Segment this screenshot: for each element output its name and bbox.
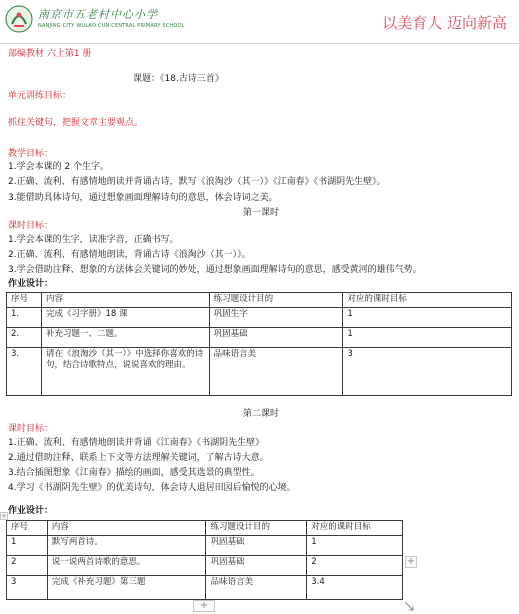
- page-header: [0, 0, 519, 44]
- unit-goal-title: 单元训练目标：: [8, 91, 72, 101]
- table-cell: 1: [307, 536, 403, 556]
- table-cell: 补充习题一、二题。: [41, 328, 209, 348]
- lesson1-goal-3: 3.学会借助注释、想象的方法体会关键词的妙处，通过想象画面理解诗句的意思，感受黄河的雄伟气势。: [8, 265, 422, 275]
- add-column-button[interactable]: +: [406, 556, 416, 567]
- table-cell: 3: [343, 348, 512, 396]
- header-cell: 练习题设计目的: [209, 293, 343, 308]
- lesson-topic: 课题：《18.古诗三首》: [133, 74, 224, 84]
- table-row: [7, 308, 512, 328]
- table-row: [7, 328, 512, 348]
- header-cell: 序号: [7, 521, 48, 536]
- table-cell: 巩固生字: [209, 308, 343, 328]
- table-cell: 1: [343, 328, 512, 348]
- table-cell: 巩固基础: [206, 536, 307, 556]
- table-header-row: [7, 521, 403, 536]
- lesson2-title: 第二课时: [243, 409, 280, 419]
- lesson1-goal-1: 1.学会本课的生字，读准字音，正确书写。: [8, 235, 179, 245]
- table-cell: 1.: [7, 308, 42, 328]
- table-cell: 2.: [7, 328, 42, 348]
- table-cell: 1: [7, 536, 48, 556]
- table-cell: 说一说两首诗歌的意思。: [47, 556, 206, 576]
- table-cell: 2: [7, 556, 48, 576]
- table-cell: 1: [343, 308, 512, 328]
- table-move-handle-icon[interactable]: +: [1, 512, 7, 520]
- header-cell: 内容: [41, 293, 209, 308]
- table-cell: 完成《补充习题》第三题: [47, 576, 206, 600]
- table-cell: 品味语言美: [209, 348, 343, 396]
- lesson2-goal-2: 2.通过借助注释、联系上下文等方法理解关键词，了解古诗大意。: [8, 453, 269, 463]
- lesson2-goal-title: 课时目标：: [8, 424, 54, 434]
- homework2-title: 作业设计：: [8, 506, 54, 516]
- header-cell: 对应的课时目标: [307, 521, 403, 536]
- homework-title: 作业设计：: [8, 279, 54, 289]
- table-cell: 3.4: [307, 576, 403, 600]
- slogan: 以美育人 迈向新高: [382, 14, 507, 32]
- lesson1-goal-title: 课时目标：: [8, 221, 54, 231]
- table-header-row: [7, 293, 512, 308]
- table-cell: 2: [307, 556, 403, 576]
- lesson2-goal-3: 3.结合插图想象《江南春》描绘的画面，感受其选景的典型性。: [8, 468, 260, 478]
- table-cell: 3.: [7, 348, 42, 396]
- teach-goal-2: 2.正确、流利、有感情地朗读并背诵古诗，默写《浪淘沙（其一）》《江南春》《书湖阴先生壁》。: [8, 177, 386, 187]
- table-cell: 巩固基础: [206, 556, 307, 576]
- table-cell: 巩固基础: [209, 328, 343, 348]
- school-name-en: NANJING CITY WULAO CUN CENTRAL PRIMARY SCHOOL: [38, 23, 185, 29]
- teach-goal-1: 1.学会本课的 2 个生字。: [8, 162, 110, 172]
- table-row: [7, 576, 403, 600]
- homework-table-2: [6, 520, 403, 600]
- lesson2-goal-4: 4.学习《书湖阴先生壁》的优美诗句，体会诗人退居田园后愉悦的心境。: [8, 483, 296, 493]
- header-cell: 内容: [47, 521, 206, 536]
- school-name-cn: 南京市五老村中心小学: [38, 8, 158, 21]
- table-cell: 默写两首诗。: [47, 536, 206, 556]
- table-row: [7, 536, 403, 556]
- edition-line: 部编教材 六上第1 册: [8, 49, 92, 59]
- unit-goal: 抓住关键句，把握文章主要观点。: [8, 118, 144, 128]
- teach-goal-title: 教学目标：: [8, 149, 54, 159]
- homework-table-1: [6, 292, 512, 396]
- table-cell: 3: [7, 576, 48, 600]
- table-cell: 请在《浪淘沙（其一）》中选择你喜欢的诗句，结合诗歌特点，说说喜欢的理由。: [41, 348, 209, 396]
- header-cell: 练习题设计目的: [206, 521, 307, 536]
- table-resize-handle-icon[interactable]: [403, 600, 415, 612]
- table-cell: 完成《习字册》18 课: [41, 308, 209, 328]
- teach-goal-3: 3.能借助具体诗句，通过想象画面理解诗句的意思，体会诗词之美。: [8, 193, 278, 203]
- header-cell: 序号: [7, 293, 42, 308]
- lesson1-goal-2: 2.正确、流利、有感情地朗读，背诵古诗《浪淘沙（其一）》。: [8, 250, 251, 260]
- table-row: [7, 348, 512, 396]
- lesson1-title: 第一课时: [243, 208, 280, 218]
- table-row: [7, 556, 403, 576]
- add-row-button[interactable]: +: [193, 600, 215, 612]
- header-cell: 对应的课时目标: [343, 293, 512, 308]
- table-cell: 品味语言美: [206, 576, 307, 600]
- lesson2-goal-1: 1.正确、流利、有感情地朗读并背诵《江南春》《书湖阴先生壁》: [8, 438, 265, 448]
- school-logo-icon: [4, 4, 34, 34]
